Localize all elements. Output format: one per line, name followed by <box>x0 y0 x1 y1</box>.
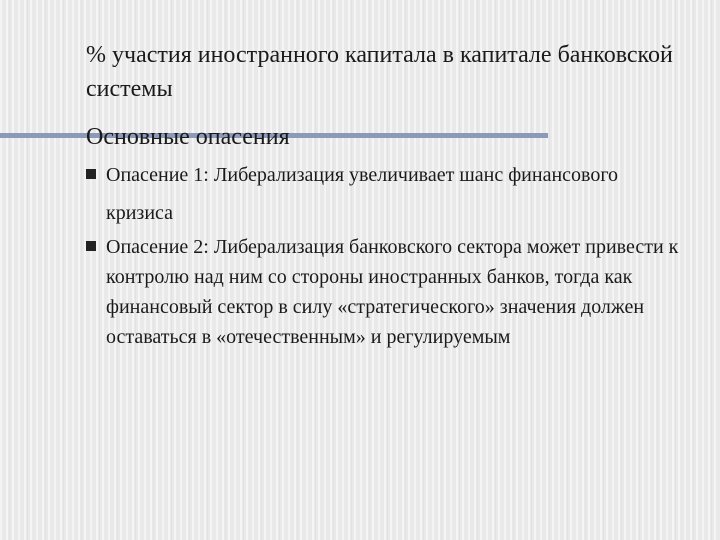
square-bullet-icon <box>86 169 96 179</box>
slide-subtitle: Основные опасения <box>86 124 290 150</box>
bullet-item <box>86 232 686 352</box>
bullet-text: Опасение 2: Либерализация банковского сектора может привести к контролю над ним со стороны иностранных банков, тогда как финансовый сектор в силу «стратегического» значения должен оставаться в «отечественным» и регулируемым <box>106 236 679 348</box>
bullet-text: Опасение 1: Либерализация увеличивает шанс финансового кризиса <box>106 164 619 224</box>
square-bullet-icon <box>86 241 96 251</box>
bullet-item <box>86 156 686 232</box>
slide-title: % участия иностранного капитала в капитале банковской системы <box>86 42 673 102</box>
